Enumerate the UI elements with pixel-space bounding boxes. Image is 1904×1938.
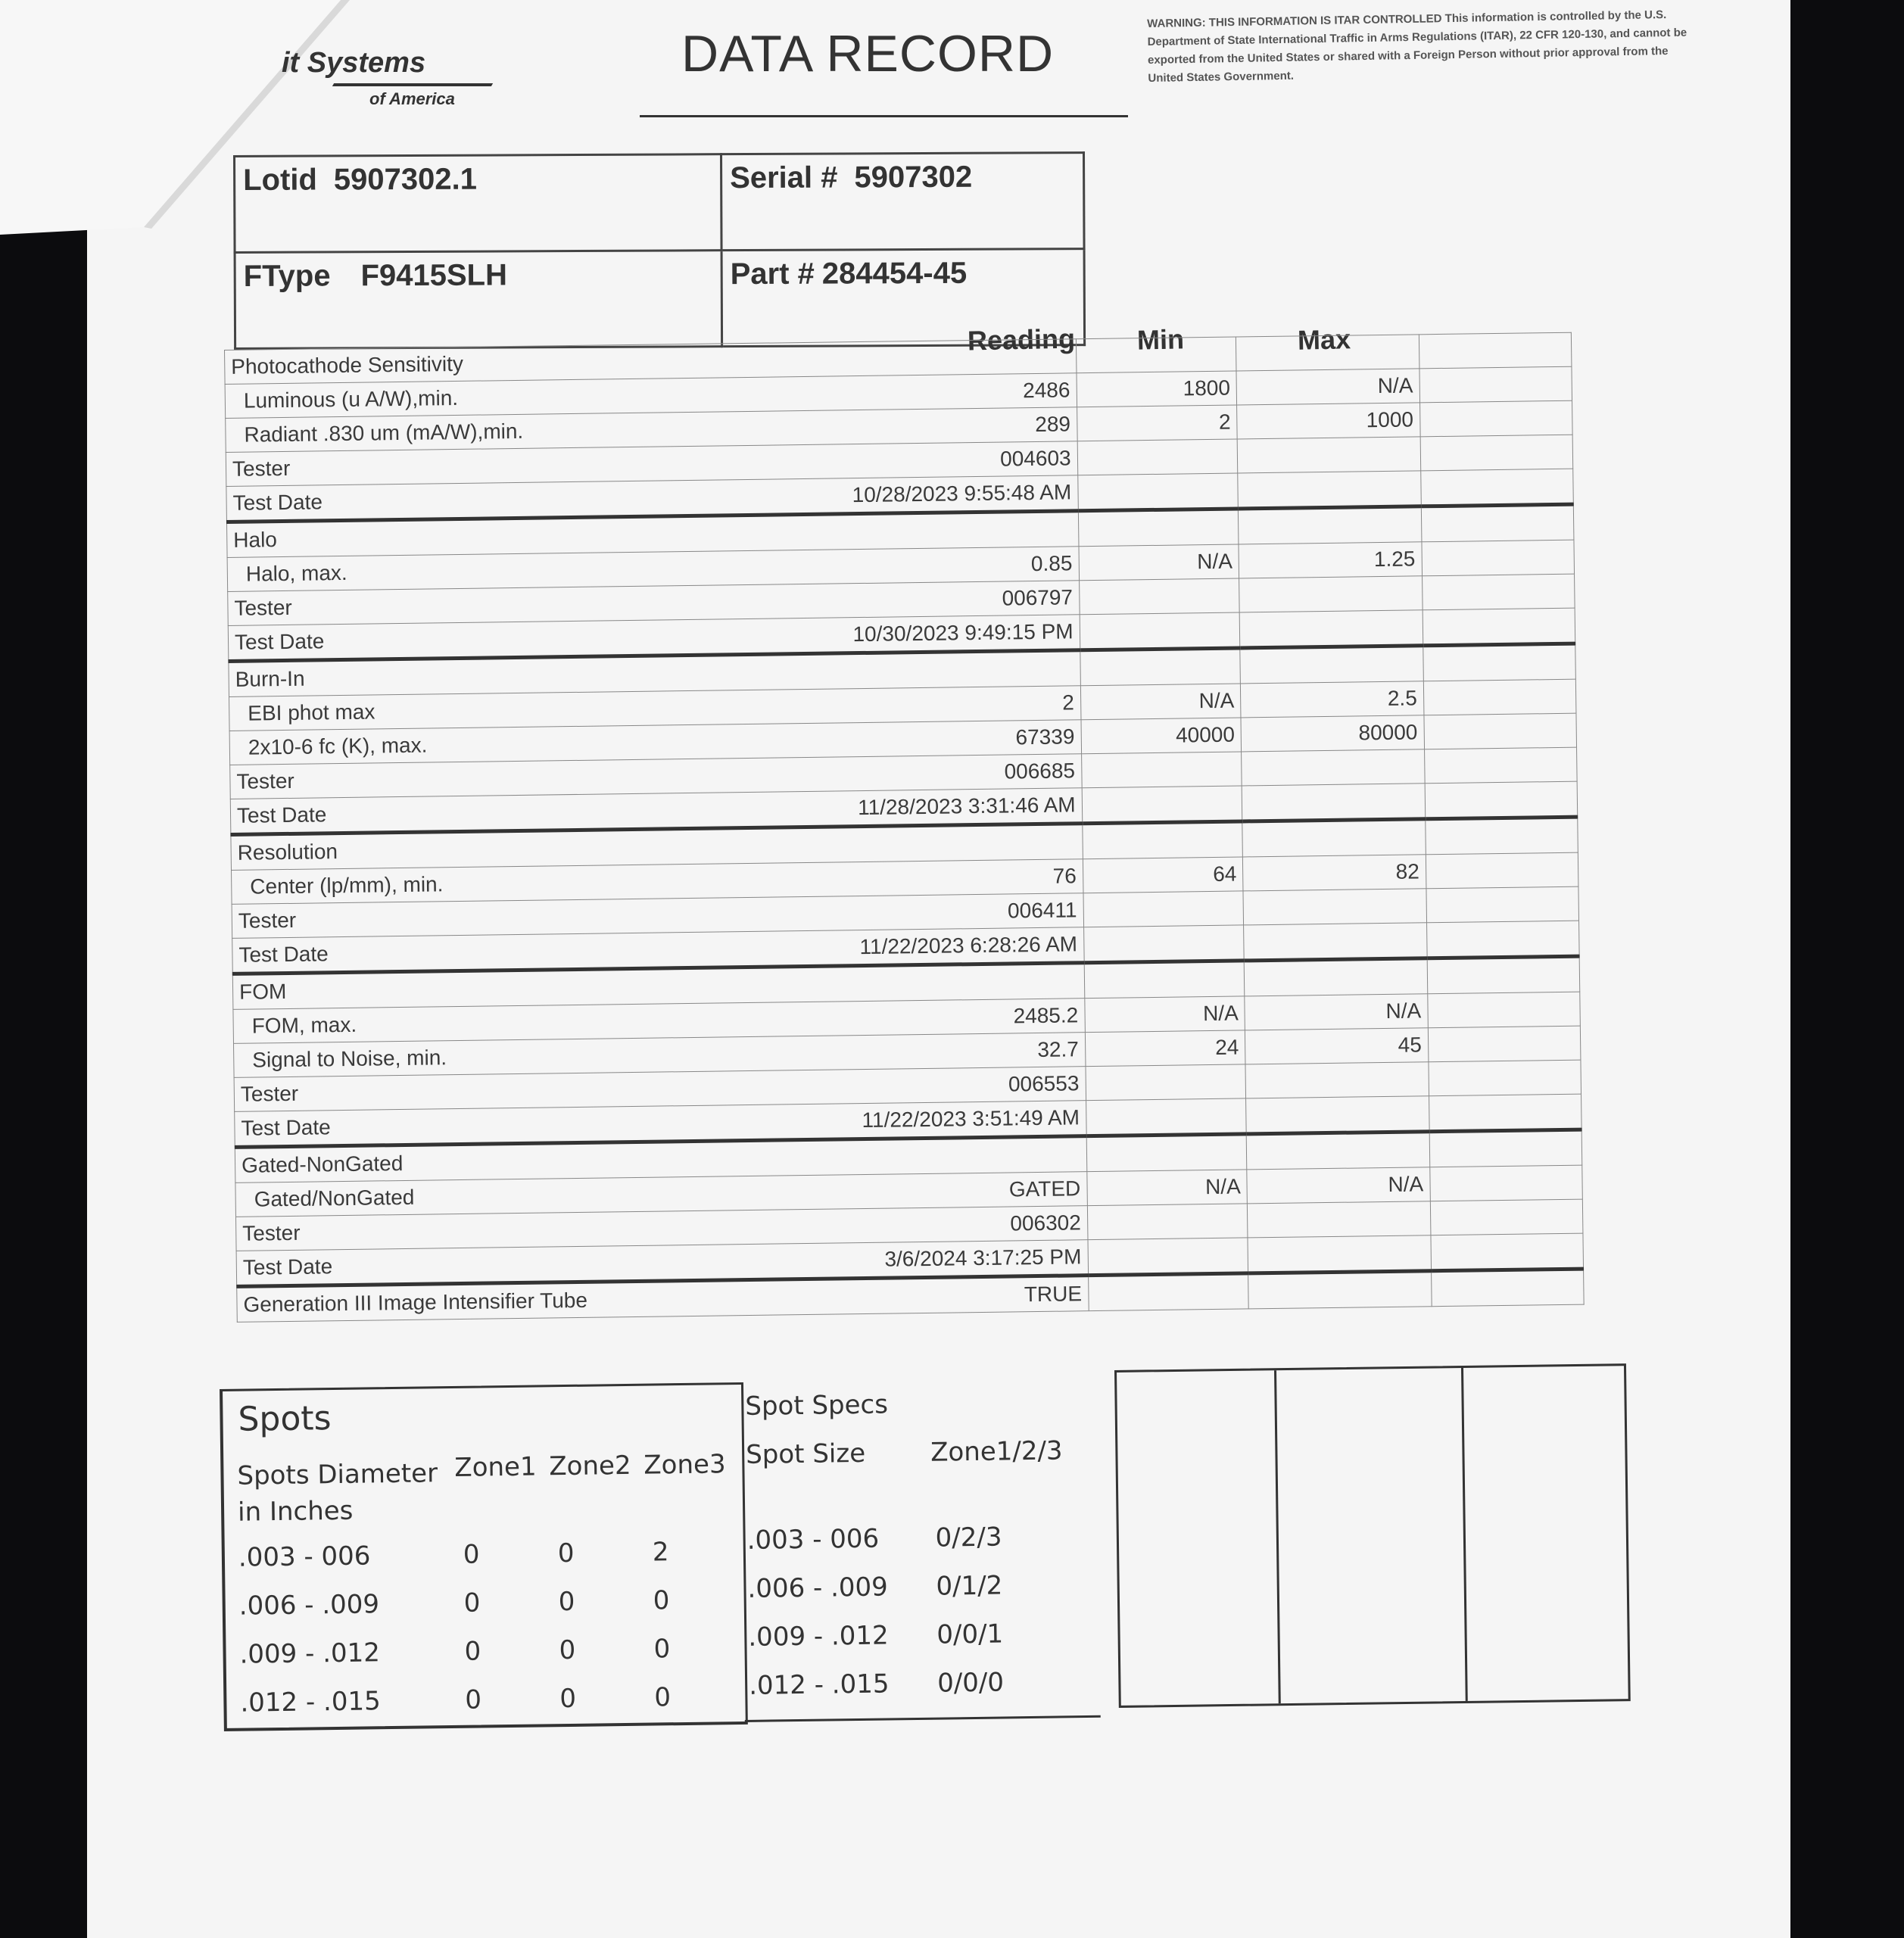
empty-cell: [1419, 400, 1572, 437]
min-value: [1088, 1273, 1248, 1311]
company-logo-text: it Systems: [282, 47, 426, 79]
spot-specs-title: Spot Specs: [745, 1389, 889, 1422]
col-header-max: Max: [1297, 323, 1351, 356]
reading-value: 10/28/2023 9:55:48 AM: [852, 480, 1072, 507]
lotid-cell: [235, 154, 722, 253]
empty-cell: [1421, 504, 1574, 542]
min-value: 1800: [1077, 371, 1237, 407]
empty-cell: [1423, 608, 1575, 646]
row-label: EBI phot max: [248, 699, 376, 725]
empty-cell: [1429, 1129, 1582, 1167]
max-value: [1244, 923, 1427, 961]
max-value: [1248, 1271, 1432, 1309]
spot-range: .009 - .012: [239, 1637, 381, 1670]
spec-zones: 0/0/1: [936, 1619, 1004, 1650]
blank-grid-divider: [1461, 1368, 1468, 1701]
min-value: [1079, 578, 1239, 615]
reading-value: 11/22/2023 3:51:49 AM: [862, 1105, 1080, 1133]
max-value: [1240, 646, 1423, 684]
zone1-count: 0: [463, 1587, 481, 1619]
company-logo-subtext: of America: [369, 89, 455, 108]
empty-cell: [1431, 1269, 1584, 1307]
reading-value: 2: [1062, 690, 1075, 715]
min-value: [1080, 648, 1240, 686]
empty-cell: [1419, 366, 1572, 403]
spec-zones: 0/1/2: [936, 1570, 1003, 1602]
max-value: [1238, 471, 1421, 509]
zone1-count: 0: [463, 1539, 480, 1570]
zone3-count: 0: [654, 1682, 672, 1713]
reading-value: TRUE: [1024, 1282, 1083, 1307]
empty-cell: [1420, 469, 1573, 506]
min-value: [1083, 891, 1244, 927]
zone2-count: 0: [559, 1683, 577, 1715]
spec-range: .003 - 006: [746, 1523, 880, 1556]
spot-range: .012 - .015: [240, 1686, 381, 1718]
row-label: Luminous (u A/W),min.: [243, 385, 459, 413]
spec-range: .006 - .009: [747, 1572, 889, 1604]
zone3-count: 2: [652, 1537, 669, 1568]
spot-size-label: Spot Size: [745, 1438, 866, 1470]
empty-cell: [1422, 574, 1575, 610]
col-header-min: Min: [1136, 323, 1185, 356]
reading-value: 11/28/2023 3:31:46 AM: [857, 793, 1076, 820]
row-label: 2x10-6 fc (K), max.: [248, 733, 428, 759]
max-value: [1248, 1201, 1431, 1238]
row-label: Test Date: [234, 629, 325, 654]
measurements-table: [224, 332, 1585, 1323]
max-value: [1246, 1096, 1429, 1134]
reading-value: 006302: [1010, 1210, 1082, 1235]
max-value: [1244, 958, 1427, 996]
empty-cell: [1424, 747, 1577, 784]
reading-value: 11/22/2023 6:28:26 AM: [859, 932, 1078, 959]
serial-cell: [721, 153, 1085, 251]
spot-specs-box: [740, 1381, 1101, 1722]
page-title: DATA RECORD: [681, 25, 1055, 83]
zone3-header: Zone3: [643, 1449, 726, 1481]
zone1-header: Zone1: [454, 1451, 537, 1483]
part-value: 284454-45: [821, 256, 968, 291]
min-value: [1080, 612, 1240, 650]
spec-zones: 0/0/0: [936, 1667, 1005, 1699]
zone1-count: 0: [464, 1636, 481, 1667]
max-value: [1245, 1062, 1429, 1098]
ftype-value: F9415SLH: [360, 258, 508, 293]
row-label: Test Date: [238, 942, 329, 967]
row-label: Tester: [234, 595, 292, 620]
row-label: Gated-NonGated: [241, 1151, 404, 1177]
empty-cell: [1429, 1094, 1581, 1132]
max-value: 1.25: [1239, 542, 1422, 578]
reading-value: 006411: [1007, 898, 1077, 923]
blank-grid: [1114, 1363, 1631, 1708]
row-label: Halo, max.: [245, 560, 347, 586]
blank-grid-divider: [1274, 1370, 1281, 1703]
row-label: Tester: [238, 908, 297, 933]
title-underline: [640, 115, 1128, 117]
serial-label: Serial #: [730, 160, 838, 195]
logo-swoosh: [332, 83, 493, 86]
min-value: 24: [1085, 1030, 1245, 1067]
min-value: N/A: [1079, 544, 1239, 581]
max-value: 80000: [1241, 715, 1424, 752]
empty-cell: [1429, 1165, 1582, 1201]
reading-value: 0.85: [1030, 551, 1073, 576]
row-label: Tester: [240, 1081, 299, 1106]
max-value: N/A: [1245, 994, 1428, 1030]
min-value: [1086, 1098, 1246, 1136]
min-value: [1088, 1238, 1248, 1276]
row-label: Halo: [233, 528, 278, 552]
ftype-label: FType: [243, 259, 331, 293]
zone1-count: 0: [465, 1684, 482, 1715]
zone2-count: 0: [557, 1538, 575, 1569]
id-table: [233, 151, 1086, 350]
reading-value: 2486: [1022, 378, 1070, 403]
min-value: [1077, 439, 1238, 475]
row-label: FOM, max.: [251, 1012, 357, 1038]
spec-zones: 0/2/3: [935, 1522, 1002, 1553]
min-value: [1078, 509, 1239, 547]
empty-cell: [1426, 921, 1579, 958]
reading-value: 10/30/2023 9:49:15 PM: [852, 619, 1074, 647]
min-value: [1077, 473, 1238, 511]
min-value: 40000: [1081, 718, 1242, 754]
reading-value: GATED: [1008, 1176, 1081, 1201]
row-label: Resolution: [237, 840, 338, 865]
reading-value: 006797: [1002, 585, 1074, 610]
reading-value: 32.7: [1037, 1037, 1080, 1062]
serial-value: 5907302: [854, 160, 973, 195]
empty-cell: [1423, 643, 1575, 681]
empty-cell: [1427, 992, 1580, 1028]
row-label: Photocathode Sensitivity: [231, 351, 464, 379]
empty-cell: [1425, 781, 1578, 819]
empty-cell: [1428, 1026, 1581, 1062]
min-value: [1081, 752, 1242, 788]
lotid-label: Lotid: [243, 163, 317, 197]
max-value: [1242, 784, 1425, 821]
max-value: [1243, 889, 1426, 925]
max-value: 2.5: [1241, 681, 1424, 718]
zone3-count: 0: [653, 1634, 671, 1665]
row-label: Tester: [242, 1220, 301, 1245]
max-value: [1239, 610, 1423, 648]
min-value: N/A: [1084, 996, 1245, 1033]
min-value: N/A: [1080, 684, 1241, 720]
row-label: Test Date: [232, 490, 323, 515]
row-label: Radiant .830 um (mA/W),min.: [244, 419, 524, 447]
row-label: Tester: [232, 456, 291, 481]
row-label: Test Date: [241, 1115, 331, 1140]
max-value: [1239, 576, 1423, 612]
reading-value: 004603: [999, 446, 1071, 471]
reading-value: 289: [1035, 412, 1071, 436]
max-value: 82: [1243, 855, 1426, 891]
row-label: Signal to Noise, min.: [252, 1045, 447, 1072]
empty-cell: [1425, 817, 1578, 855]
row-label: Generation III Image Intensifier Tube: [243, 1288, 588, 1316]
max-value: [1242, 819, 1426, 857]
empty-cell: [1426, 886, 1579, 923]
min-value: 2: [1077, 405, 1237, 441]
max-value: N/A: [1247, 1167, 1430, 1204]
part-label: Part #: [730, 257, 815, 291]
min-value: 64: [1083, 857, 1243, 893]
row-label: Test Date: [236, 802, 327, 827]
max-value: [1239, 506, 1422, 544]
zone2-count: 0: [558, 1586, 575, 1618]
min-value: [1082, 821, 1242, 859]
spots-diameter-label: Spots Diameter: [237, 1458, 438, 1491]
max-value: [1237, 437, 1420, 473]
reading-value: 76: [1052, 864, 1077, 888]
spec-range: .009 - .012: [748, 1620, 889, 1653]
empty-cell: [1430, 1199, 1583, 1235]
zone2-header: Zone2: [549, 1450, 631, 1482]
row-label: FOM: [238, 979, 287, 1004]
spot-range: .003 - 006: [238, 1541, 371, 1573]
row-label: Center (lp/mm), min.: [250, 872, 444, 899]
reading-value: 006553: [1008, 1071, 1080, 1096]
empty-cell: [1420, 435, 1573, 471]
max-value: [1246, 1132, 1429, 1170]
zone2-count: 0: [559, 1634, 576, 1666]
col-header-reading: Reading: [967, 322, 1076, 357]
reading-value: 3/6/2024 3:17:25 PM: [884, 1245, 1082, 1271]
min-value: [1086, 1134, 1247, 1172]
empty-cell: [1429, 1060, 1581, 1096]
ftype-cell: [235, 251, 722, 349]
row-label: Burn-In: [235, 666, 305, 691]
max-value: 45: [1245, 1028, 1429, 1064]
reading-value: 67339: [1015, 724, 1075, 749]
measurements-table-wrap: [224, 332, 1585, 1323]
max-value: [1248, 1235, 1431, 1273]
empty-cell: [1422, 540, 1575, 576]
spots-title: Spots: [238, 1399, 332, 1439]
min-value: [1076, 337, 1236, 373]
empty-cell: [1427, 956, 1580, 994]
reading-value: 006685: [1004, 759, 1076, 784]
lotid-value: 5907302.1: [333, 162, 478, 197]
min-value: N/A: [1086, 1170, 1247, 1206]
empty-cell: [1423, 679, 1576, 715]
empty-cell: [1424, 713, 1577, 749]
row-label: Tester: [236, 768, 294, 793]
reading-value: 2485.2: [1013, 1003, 1079, 1028]
spots-inches-label: in Inches: [237, 1495, 354, 1528]
row-label: Test Date: [242, 1254, 333, 1279]
row-label: Gated/NonGated: [254, 1185, 415, 1211]
max-value: N/A: [1236, 369, 1419, 405]
spots-box: [220, 1382, 748, 1731]
zone3-count: 0: [653, 1585, 670, 1616]
spot-range: .006 - .009: [238, 1589, 380, 1622]
min-value: [1086, 1064, 1246, 1101]
empty-cell: [1426, 852, 1578, 889]
empty-cell: [1419, 332, 1572, 369]
min-value: [1084, 961, 1245, 999]
zone123-label: Zone1/2/3: [930, 1435, 1063, 1468]
max-value: [1236, 335, 1419, 371]
min-value: [1083, 925, 1244, 963]
spec-range: .012 - .015: [748, 1668, 890, 1701]
min-value: [1082, 786, 1242, 824]
itar-warning: WARNING: THIS INFORMATION IS ITAR CONTROLLED This information is controlled by the U.S. Department of State International Traffic in Arms Regulations (ITAR), 22 CFR 120-130, and cannot be exported from the United States or shared with a Foreign Person without prior approval from the United States Government.: [1147, 8, 1687, 85]
max-value: [1242, 749, 1425, 786]
empty-cell: [1431, 1233, 1584, 1271]
max-value: 1000: [1237, 403, 1420, 439]
min-value: [1087, 1204, 1248, 1240]
